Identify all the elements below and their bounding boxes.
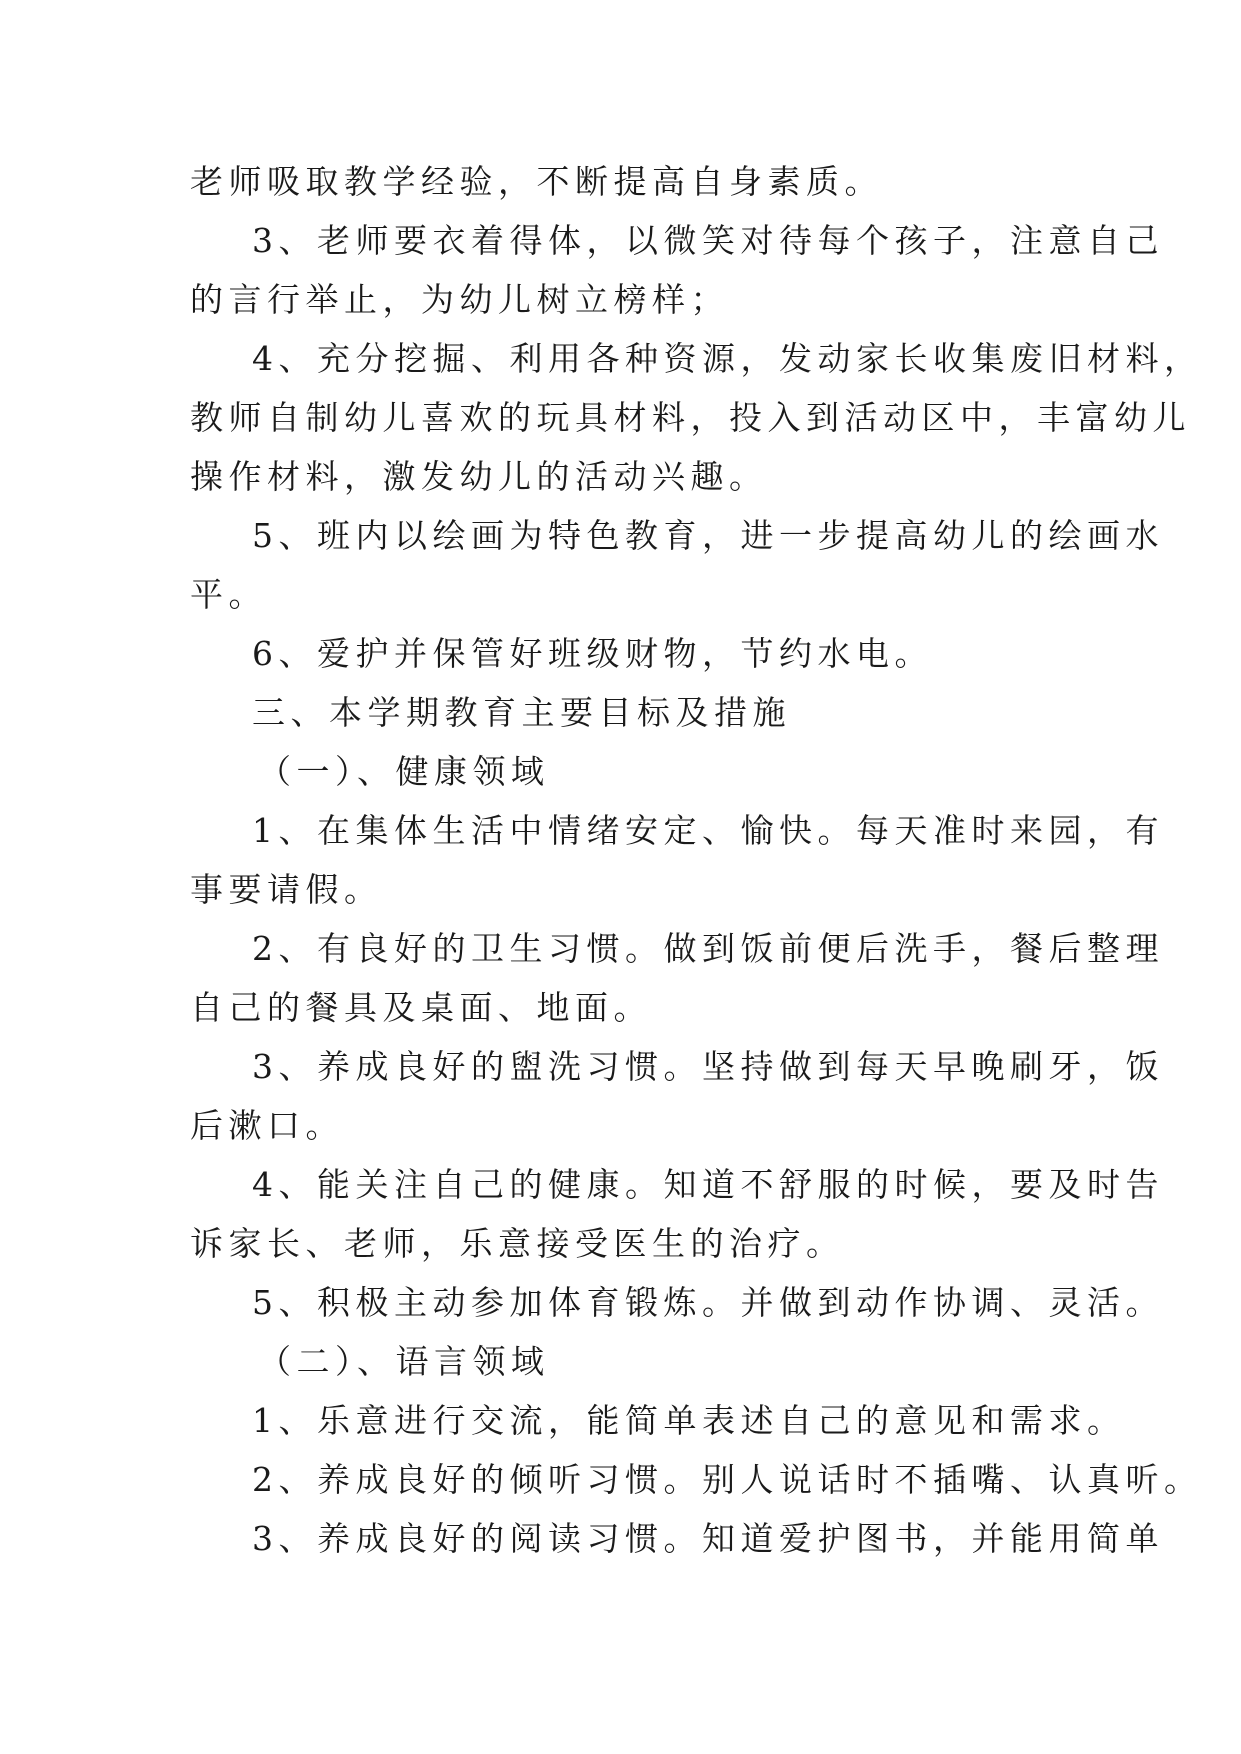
- text-line: 平。: [190, 575, 267, 614]
- text-line: 4、能关注自己的健康。知道不舒服的时候，要及时告: [252, 1165, 1164, 1204]
- text-line: 自己的餐具及桌面、地面。: [190, 988, 652, 1027]
- text-line: 操作材料，激发幼儿的活动兴趣。: [190, 457, 768, 496]
- text-line: 5、积极主动参加体育锻炼。并做到动作协调、灵活。: [252, 1283, 1164, 1322]
- subsection-heading: （一）、健康领域: [258, 752, 550, 791]
- text-line: 2、有良好的卫生习惯。做到饭前便后洗手，餐后整理: [252, 929, 1164, 968]
- text-line: 5、班内以绘画为特色教育，进一步提高幼儿的绘画水: [252, 516, 1164, 555]
- text-line: 老师吸取教学经验，不断提高自身素质。: [190, 162, 883, 201]
- text-line: 诉家长、老师，乐意接受医生的治疗。: [190, 1224, 845, 1263]
- text-line: 1、在集体生活中情绪安定、愉快。每天准时来园，有: [252, 811, 1164, 850]
- text-line: 6、爱护并保管好班级财物，节约水电。: [252, 634, 933, 673]
- text-line: 后漱口。: [190, 1106, 344, 1145]
- section-heading: 三、本学期教育主要目标及措施: [252, 693, 791, 732]
- text-line: 3、养成良好的阅读习惯。知道爱护图书，并能用简单: [252, 1519, 1164, 1558]
- text-line: 4、充分挖掘、利用各种资源，发动家长收集废旧材料，: [252, 339, 1203, 378]
- text-line: 的言行举止，为幼儿树立榜样；: [190, 280, 729, 319]
- text-line: 1、乐意进行交流，能简单表述自己的意见和需求。: [252, 1401, 1126, 1440]
- text-line: 2、养成良好的倾听习惯。别人说话时不插嘴、认真听。: [252, 1460, 1203, 1499]
- subsection-heading: （二）、语言领域: [258, 1342, 550, 1381]
- text-line: 3、养成良好的盥洗习惯。坚持做到每天早晚刷牙，饭: [252, 1047, 1164, 1086]
- text-line: 事要请假。: [190, 870, 383, 909]
- text-line: 教师自制幼儿喜欢的玩具材料，投入到活动区中，丰富幼儿: [190, 398, 1191, 437]
- text-line: 3、老师要衣着得体，以微笑对待每个孩子，注意自己: [252, 221, 1164, 260]
- document-page: [190, 152, 1203, 1568]
